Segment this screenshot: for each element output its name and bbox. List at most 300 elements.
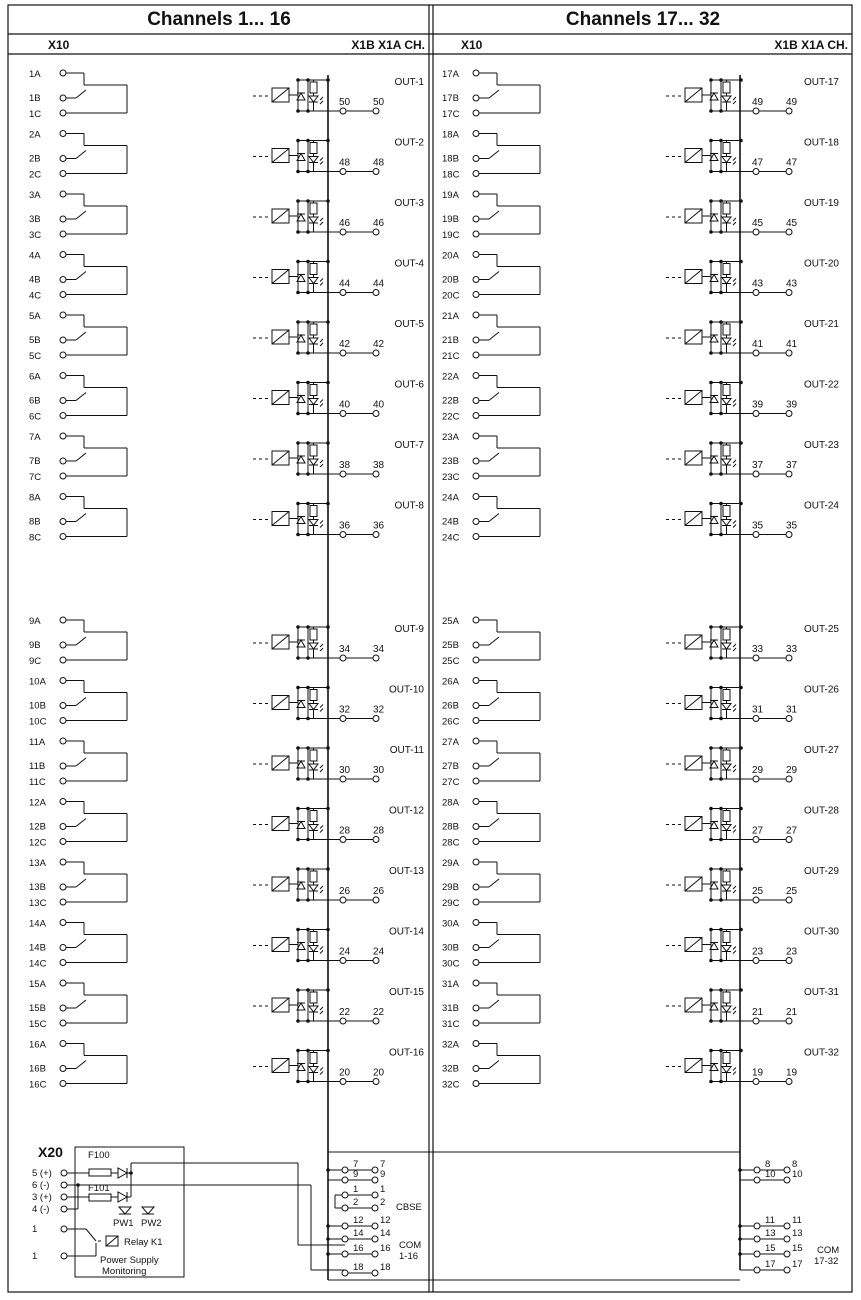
- channel-output-label: OUT-13: [388, 866, 424, 877]
- terminal: [373, 897, 379, 903]
- wire: [489, 151, 499, 159]
- x1b-number: 43: [752, 278, 764, 290]
- terminal: [473, 413, 479, 419]
- channels: [29, 69, 839, 1091]
- wire: [489, 1061, 499, 1069]
- terminal: [754, 1223, 760, 1229]
- terminal: [784, 1251, 790, 1257]
- resistor-icon: [310, 143, 317, 154]
- x1b-number: 34: [339, 644, 351, 655]
- terminal-label-b: 18B: [442, 153, 459, 165]
- terminal: [786, 169, 792, 175]
- terminal: [60, 292, 66, 298]
- terminal: [60, 110, 66, 116]
- coil-stroke: [272, 877, 289, 891]
- terminal: [60, 494, 66, 500]
- junction-dot: [296, 807, 300, 811]
- resistor-icon: [310, 82, 317, 93]
- terminal-label-b: 6B: [29, 395, 41, 407]
- terminal: [473, 678, 479, 684]
- wire: [733, 283, 736, 286]
- wire: [76, 1061, 86, 1069]
- junction-dot: [709, 78, 713, 82]
- channel-14: [29, 919, 424, 970]
- channel-21: [442, 311, 839, 362]
- x1a-number: 21: [786, 1007, 798, 1018]
- terminal-pair-label: 14: [353, 1228, 364, 1239]
- terminal-pair-label: 15: [765, 1243, 776, 1254]
- channel-output-label: OUT-1: [394, 77, 424, 88]
- wire: [320, 218, 323, 221]
- terminal-label-c: 29C: [442, 898, 460, 909]
- junction-dot: [719, 502, 723, 506]
- junction-dot: [306, 988, 310, 992]
- channel-10: [29, 677, 424, 728]
- x1b-number: 48: [339, 157, 351, 169]
- coil-stroke: [685, 149, 702, 163]
- wire: [489, 453, 499, 461]
- x1a-number: 36: [373, 520, 385, 532]
- resistor-icon: [723, 992, 730, 1003]
- channel-20: [442, 251, 839, 302]
- junction-dot: [296, 139, 300, 143]
- terminal-label-a: 5A: [29, 311, 41, 322]
- resistor-icon: [723, 445, 730, 456]
- resistor-icon: [723, 264, 730, 275]
- terminal-pair-label: 13: [792, 1228, 803, 1239]
- channel-1: [29, 69, 424, 120]
- terminal-label-b: 19B: [442, 214, 459, 225]
- terminal: [753, 776, 759, 782]
- wire: [489, 211, 499, 219]
- x1b-number: 36: [339, 520, 351, 532]
- terminal-label-b: 22B: [442, 395, 459, 407]
- wire: [76, 393, 86, 401]
- terminal-pair: [342, 1243, 391, 1257]
- terminal: [60, 352, 66, 358]
- junction-dot: [738, 1237, 742, 1241]
- junction-dot: [719, 686, 723, 690]
- terminal: [60, 458, 66, 464]
- monitoring-label: Monitoring: [102, 1266, 147, 1277]
- junction-dot: [306, 139, 310, 143]
- terminal: [473, 920, 479, 926]
- x1a-number: 30: [373, 765, 385, 776]
- terminal: [473, 960, 479, 966]
- wire: [733, 404, 736, 407]
- terminal: [786, 471, 792, 477]
- wire: [320, 648, 323, 651]
- terminal: [340, 471, 346, 477]
- led-icon: [722, 885, 731, 891]
- junction-dot: [709, 625, 713, 629]
- com-label: 1-16: [399, 1251, 419, 1262]
- terminal: [60, 252, 66, 258]
- terminal: [60, 642, 66, 648]
- terminal-label-b: 27B: [442, 761, 459, 772]
- junction-dot: [296, 230, 300, 234]
- terminal-label-b: 24B: [442, 516, 459, 528]
- terminal: [60, 312, 66, 318]
- terminal-pair-label: 2: [353, 1197, 359, 1208]
- channel-output-label: OUT-27: [803, 745, 839, 756]
- terminal: [60, 156, 66, 162]
- terminal-pair: [342, 1215, 391, 1229]
- channel-2: [29, 130, 424, 181]
- terminal: [473, 799, 479, 805]
- channel-output-label: OUT-7: [394, 440, 424, 451]
- wire: [320, 890, 323, 893]
- channel-output-label: OUT-12: [388, 805, 424, 817]
- terminal-pair-label: 17: [792, 1259, 803, 1270]
- terminal: [373, 776, 379, 782]
- junction-dot: [709, 533, 713, 537]
- junction-dot: [296, 656, 300, 660]
- x1a-number: 31: [786, 704, 798, 716]
- x1b-number: 22: [339, 1007, 351, 1018]
- terminal-label-c: 15C: [29, 1019, 47, 1030]
- wire: [320, 283, 323, 286]
- channel-output-label: OUT-9: [394, 624, 424, 635]
- x1a-number: 50: [373, 97, 385, 108]
- wire: [733, 769, 736, 772]
- terminal: [60, 899, 66, 905]
- terminal-label-a: 27A: [442, 737, 459, 748]
- terminal: [786, 229, 792, 235]
- cbse-label: CBSE: [396, 1202, 422, 1213]
- junction-dot: [306, 320, 310, 324]
- terminal: [473, 95, 479, 101]
- terminal: [60, 718, 66, 724]
- terminal-label-a: 18A: [442, 129, 459, 141]
- channel-output-label: OUT-21: [803, 319, 839, 330]
- junction-dot: [296, 260, 300, 264]
- junction-dot: [709, 746, 713, 750]
- terminal-label-b: 12B: [29, 821, 46, 833]
- terminal-pair: [342, 1262, 391, 1276]
- junction-dot: [296, 412, 300, 416]
- terminal-label-c: 24C: [442, 532, 460, 544]
- channel-16: [29, 1040, 424, 1091]
- terminal: [786, 290, 792, 296]
- x1b-number: 28: [339, 825, 351, 837]
- terminal: [473, 718, 479, 724]
- terminal: [373, 229, 379, 235]
- channel-29: [442, 858, 839, 909]
- terminal-label-a: 17A: [442, 69, 459, 80]
- terminal: [60, 191, 66, 197]
- terminal: [342, 1177, 348, 1183]
- junction-dot: [306, 656, 310, 660]
- channel-6: [29, 372, 424, 423]
- junction-dot: [719, 807, 723, 811]
- junction-dot: [326, 1252, 330, 1256]
- junction-dot: [296, 959, 300, 963]
- junction-dot: [719, 928, 723, 932]
- diode-icon: [118, 1192, 127, 1202]
- terminal-pair-label: 10: [765, 1169, 776, 1180]
- terminal: [473, 617, 479, 623]
- x1a-number: 48: [373, 157, 385, 169]
- terminal: [753, 411, 759, 417]
- wire: [733, 222, 736, 225]
- coil-stroke: [685, 209, 702, 223]
- terminal: [373, 411, 379, 417]
- wire: [733, 279, 736, 282]
- junction-dot: [306, 746, 310, 750]
- terminal: [60, 1041, 66, 1047]
- resistor-icon: [723, 871, 730, 882]
- x20-power-block: [32, 1144, 345, 1277]
- channel-8: [29, 493, 424, 544]
- terminal-label-a: 13A: [29, 858, 46, 869]
- channel-23: [442, 432, 839, 483]
- x1b-number: 35: [752, 520, 764, 532]
- resistor-icon: [723, 932, 730, 943]
- terminal: [340, 350, 346, 356]
- terminal: [342, 1270, 348, 1276]
- junction-dot: [306, 533, 310, 537]
- wire: [320, 97, 323, 100]
- terminal: [340, 108, 346, 114]
- resistor-icon: [310, 750, 317, 761]
- junction-dot: [719, 291, 723, 295]
- terminal: [784, 1223, 790, 1229]
- terminal: [342, 1236, 348, 1242]
- x1b-number: 42: [339, 339, 351, 350]
- terminal-label-a: 30A: [442, 918, 459, 930]
- terminal: [340, 532, 346, 538]
- terminal: [473, 131, 479, 137]
- junction-dot: [326, 1224, 330, 1228]
- wire: [733, 947, 736, 950]
- junction-dot: [719, 898, 723, 902]
- junction-dot: [719, 320, 723, 324]
- coil-stroke: [685, 938, 702, 952]
- led-icon: [309, 885, 318, 891]
- x1a-number: 29: [786, 765, 798, 776]
- column-labels-right: X1B X1A CH.: [774, 38, 848, 52]
- terminal-pair: [754, 1159, 797, 1173]
- terminal: [60, 763, 66, 769]
- wire: [733, 951, 736, 954]
- channel-output-label: OUT-26: [803, 684, 839, 696]
- led-icon: [722, 520, 731, 526]
- terminal: [473, 1020, 479, 1026]
- terminal-label-b: 15B: [29, 1003, 46, 1014]
- coil-stroke: [272, 696, 289, 710]
- junction-dot: [296, 1019, 300, 1023]
- terminal: [340, 1018, 346, 1024]
- led-icon: [722, 825, 731, 831]
- wire: [76, 272, 86, 280]
- junction-dot: [296, 928, 300, 932]
- junction-dot: [719, 533, 723, 537]
- resistor-icon: [723, 143, 730, 154]
- x1a-number: 20: [373, 1067, 385, 1079]
- wire: [489, 272, 499, 280]
- terminal: [473, 945, 479, 951]
- wire: [320, 404, 323, 407]
- terminal-label-c: 31C: [442, 1019, 460, 1030]
- x1a-number: 38: [373, 460, 385, 471]
- led-icon: [309, 399, 318, 405]
- terminal: [786, 837, 792, 843]
- wire: [76, 332, 86, 340]
- terminal-label-a: 1A: [29, 69, 41, 80]
- terminal: [786, 776, 792, 782]
- terminal-label-c: 1C: [29, 109, 42, 120]
- junction-dot: [709, 838, 713, 842]
- x1a-number: 27: [786, 825, 798, 837]
- terminal: [473, 657, 479, 663]
- terminal: [753, 837, 759, 843]
- coil-stroke: [685, 391, 702, 405]
- terminal-label-a: 19A: [442, 190, 459, 201]
- channel-output-label: OUT-4: [394, 258, 424, 270]
- wire: [733, 826, 736, 829]
- channel-3: [29, 190, 424, 241]
- terminal-label-b: 26B: [442, 700, 459, 712]
- junction-dot: [709, 412, 713, 416]
- x1a-number: 24: [373, 946, 385, 958]
- led-icon: [722, 1067, 731, 1073]
- wire: [489, 637, 499, 645]
- x1a-number: 44: [373, 278, 385, 290]
- terminal: [473, 839, 479, 845]
- x1b-number: 27: [752, 825, 764, 837]
- wire: [320, 162, 323, 165]
- led-icon: [309, 704, 318, 710]
- junction-dot: [709, 1049, 713, 1053]
- led-icon: [309, 217, 318, 223]
- wire: [733, 339, 736, 342]
- terminal: [784, 1267, 790, 1273]
- channel-5: [29, 311, 424, 362]
- terminal: [786, 350, 792, 356]
- junction-dot: [296, 170, 300, 174]
- terminal-label-b: 20B: [442, 274, 459, 286]
- x1b-number: 32: [339, 704, 351, 716]
- terminal: [473, 156, 479, 162]
- led-label: PW2: [141, 1218, 162, 1229]
- terminal: [473, 171, 479, 177]
- coil-stroke: [272, 938, 289, 952]
- junction-dot: [719, 260, 723, 264]
- wire: [76, 637, 86, 645]
- terminal: [340, 169, 346, 175]
- terminal: [60, 398, 66, 404]
- junction-dot: [306, 867, 310, 871]
- channel-13: [29, 858, 424, 909]
- terminal-pair-label: 12: [380, 1215, 391, 1226]
- terminal-label-c: 17C: [442, 109, 460, 120]
- coil-stroke: [685, 270, 702, 284]
- junction-dot: [306, 1049, 310, 1053]
- terminal: [373, 169, 379, 175]
- led-icon: [309, 764, 318, 770]
- junction-dot: [719, 381, 723, 385]
- column-labels-left: X1B X1A CH.: [351, 38, 425, 52]
- x1b-number: 21: [752, 1007, 764, 1018]
- terminal: [372, 1177, 378, 1183]
- terminal-pair-label: 2: [380, 1197, 386, 1208]
- junction-dot: [738, 1252, 742, 1256]
- wire: [489, 698, 499, 706]
- terminal: [473, 352, 479, 358]
- diode-icon: [118, 1168, 127, 1178]
- terminal-label-c: 12C: [29, 837, 47, 849]
- coil-stroke: [272, 209, 289, 223]
- terminal-label-c: 7C: [29, 472, 42, 483]
- junction-dot: [296, 867, 300, 871]
- junction-dot: [296, 686, 300, 690]
- x1a-number: 41: [786, 339, 798, 350]
- junction-dot: [709, 807, 713, 811]
- junction-dot: [296, 320, 300, 324]
- com-label: COM: [399, 1240, 422, 1251]
- channel-30: [442, 919, 839, 970]
- channel-output-label: OUT-2: [394, 137, 424, 149]
- junction-dot: [719, 199, 723, 203]
- channel-18: [442, 130, 839, 181]
- channel-4: [29, 251, 424, 302]
- junction-dot: [709, 928, 713, 932]
- junction-dot: [296, 78, 300, 82]
- coil-stroke: [272, 817, 289, 831]
- terminal: [473, 884, 479, 890]
- terminal-label-c: 20C: [442, 290, 460, 302]
- terminal-label-a: 3A: [29, 190, 41, 201]
- wire: [320, 222, 323, 225]
- terminal-pair-label: 10: [792, 1169, 803, 1180]
- terminal-label-b: 31B: [442, 1003, 459, 1014]
- x1a-number: 22: [373, 1007, 385, 1018]
- led-icon: [722, 459, 731, 465]
- wire: [320, 101, 323, 104]
- coil-stroke: [685, 635, 702, 649]
- junction-dot: [719, 441, 723, 445]
- terminal: [60, 980, 66, 986]
- terminal-label-a: 29A: [442, 858, 459, 869]
- terminal: [340, 290, 346, 296]
- terminal: [60, 70, 66, 76]
- coil-stroke: [685, 451, 702, 465]
- terminal: [786, 897, 792, 903]
- terminal-pair-label: 17: [765, 1259, 776, 1270]
- x1a-number: 40: [373, 399, 385, 411]
- terminal: [786, 716, 792, 722]
- led-icon: [722, 96, 731, 102]
- terminal-pair: [342, 1197, 385, 1211]
- wire: [733, 162, 736, 165]
- wire: [733, 101, 736, 104]
- junction-dot: [326, 1168, 330, 1172]
- terminal-label-b: 8B: [29, 516, 41, 528]
- junction-dot: [709, 291, 713, 295]
- terminal-label-b: 16B: [29, 1063, 46, 1075]
- terminal: [60, 1020, 66, 1026]
- junction-dot: [719, 867, 723, 871]
- channel-12: [29, 798, 424, 849]
- x1a-number: 33: [786, 644, 798, 655]
- wire: [76, 514, 86, 522]
- terminal: [786, 1018, 792, 1024]
- terminal: [372, 1236, 378, 1242]
- coil-stroke: [685, 512, 702, 526]
- led-icon: [309, 643, 318, 649]
- wire: [489, 819, 499, 827]
